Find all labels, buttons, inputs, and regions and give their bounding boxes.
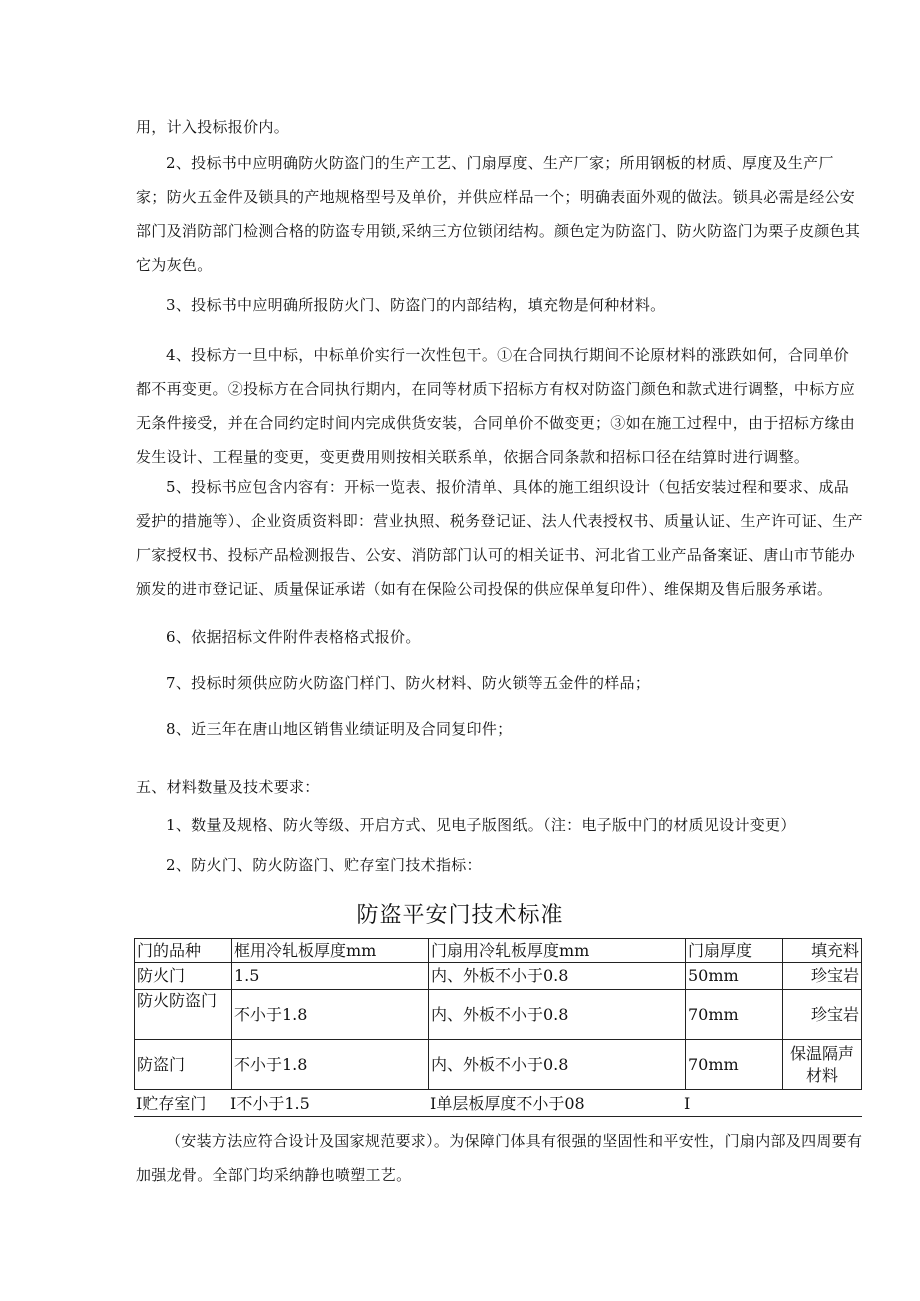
footer-paragraph: （安装方法应符合设计及国家规范要求）。为保障门体具有很强的坚固性和平安性，门扇内部及四周要有加强龙骨。全部门均采纳静也喷塑工艺。 [136, 1132, 863, 1184]
paragraph-item-3: 3、投标书中应明确所报防火门、防盗门的内部结构，填充物是何种材料。 [166, 296, 666, 314]
paragraph-spec-2: 2、防火门、防火防盗门、贮存室门技术指标： [166, 856, 482, 874]
cell-leaf-sheet-thickness: 内、外板不小于0.8 [429, 963, 686, 990]
paragraph-item-8: 8、近三年在唐山地区销售业绩证明及合同复印件； [166, 720, 513, 738]
paragraph-spec-1: 1、数量及规格、防火等级、开启方式、见电子版图纸。（注：电子版中门的材质见设计变更） [166, 816, 796, 834]
spec-table [134, 938, 862, 1090]
header-filler: 填充料 [783, 939, 862, 963]
cell-frame-thickness: 不小于1.8 [232, 990, 429, 1040]
cell-leaf-thickness: 70mm [686, 1040, 783, 1090]
table-row [135, 1040, 862, 1090]
cell-door-type: 防盗门 [135, 1040, 232, 1090]
paragraph-item-4: 4、投标方一旦中标，中标单价实行一次性包干。①在合同执行期间不论原材料的涨跌如何，合同单价都不再变更。②投标方在合同执行期内，在同等材质下招标方有权对防盗门颜色和款式进行调整，中标方应无条件接受，并在合同约定时间内完成供货安装，合同单价不做变更；③如在施工过程中，由于招标方缘由发生设计、工程量的变更，变更费用则按相关联系单，依据合同条款和招标口径在结算时进行调整。 [136, 346, 856, 466]
cell-leaf-thickness: 70mm [686, 990, 783, 1040]
tail-leaf-thickness: I [684, 1094, 691, 1113]
cell-door-type: 防火门 [135, 963, 232, 990]
paragraph-item-6: 6、依据招标文件附件表格格式报价。 [166, 628, 421, 646]
cell-filler: 珍宝岩 [783, 963, 862, 990]
tail-frame-thickness: I不小于1.5 [230, 1094, 310, 1113]
cell-frame-thickness: 不小于1.8 [232, 1040, 429, 1090]
section-heading-5: 五、材料数量及技术要求： [136, 778, 320, 796]
paragraph-continuation: 用，计入投标报价内。 [136, 118, 290, 136]
header-door-type: 门的品种 [135, 939, 232, 963]
paragraph-item-7: 7、投标时须供应防火防盗门样门、防火材料、防火锁等五金件的样品； [166, 674, 651, 692]
table-title: 防盗平安门技术标准 [356, 903, 564, 928]
cell-door-type: 防火防盗门 [135, 990, 232, 1040]
paragraph-item-2: 2、投标书中应明确防火防盗门的生产工艺、门扇厚度、生产厂家；所用钢板的材质、厚度及生产厂家；防火五金件及锁具的产地规格型号及单价，并供应样品一个；明确表面外观的做法。锁具必需是经公安部门及消防部门检测合格的防盗专用锁,采纳三方位锁闭结构。颜色定为防盗门、防火防盗门为栗子皮颜色其它为灰色。 [136, 154, 861, 274]
table-row [135, 963, 862, 990]
header-frame-thickness: 框用冷轧板厚度mm [232, 939, 429, 963]
cell-frame-thickness: 1.5 [232, 963, 429, 990]
cell-leaf-sheet-thickness: 内、外板不小于0.8 [429, 1040, 686, 1090]
header-leaf-thickness: 门扇厚度 [686, 939, 783, 963]
tail-door-type: I贮存室门 [136, 1094, 207, 1113]
tail-leaf-sheet-thickness: I单层板厚度不小于08 [430, 1094, 585, 1113]
cell-filler: 珍宝岩 [783, 990, 862, 1040]
header-leaf-sheet-thickness: 门扇用冷轧板厚度mm [429, 939, 686, 963]
cell-leaf-thickness: 50mm [686, 963, 783, 990]
table-row [135, 990, 862, 1040]
cell-leaf-sheet-thickness: 内、外板不小于0.8 [429, 990, 686, 1040]
cell-filler: 保温隔声材料 [783, 1040, 862, 1090]
table-header-row [135, 939, 862, 963]
paragraph-item-5: 5、投标书应包含内容有：开标一览表、报价清单、具体的施工组织设计（包括安装过程和要求、成品爱护的措施等）、企业资质资料即：营业执照、税务登记证、法人代表授权书、质量认证、生产许可证、生产厂家授权书、投标产品检测报告、公安、消防部门认可的相关证书、河北省工业产品备案证、唐山市节能办颁发的进市登记证、质量保证承诺（如有在保险公司投保的供应保单复印件）、维保期及售后服务承诺。 [136, 478, 863, 598]
table-tail-row [134, 1092, 862, 1117]
